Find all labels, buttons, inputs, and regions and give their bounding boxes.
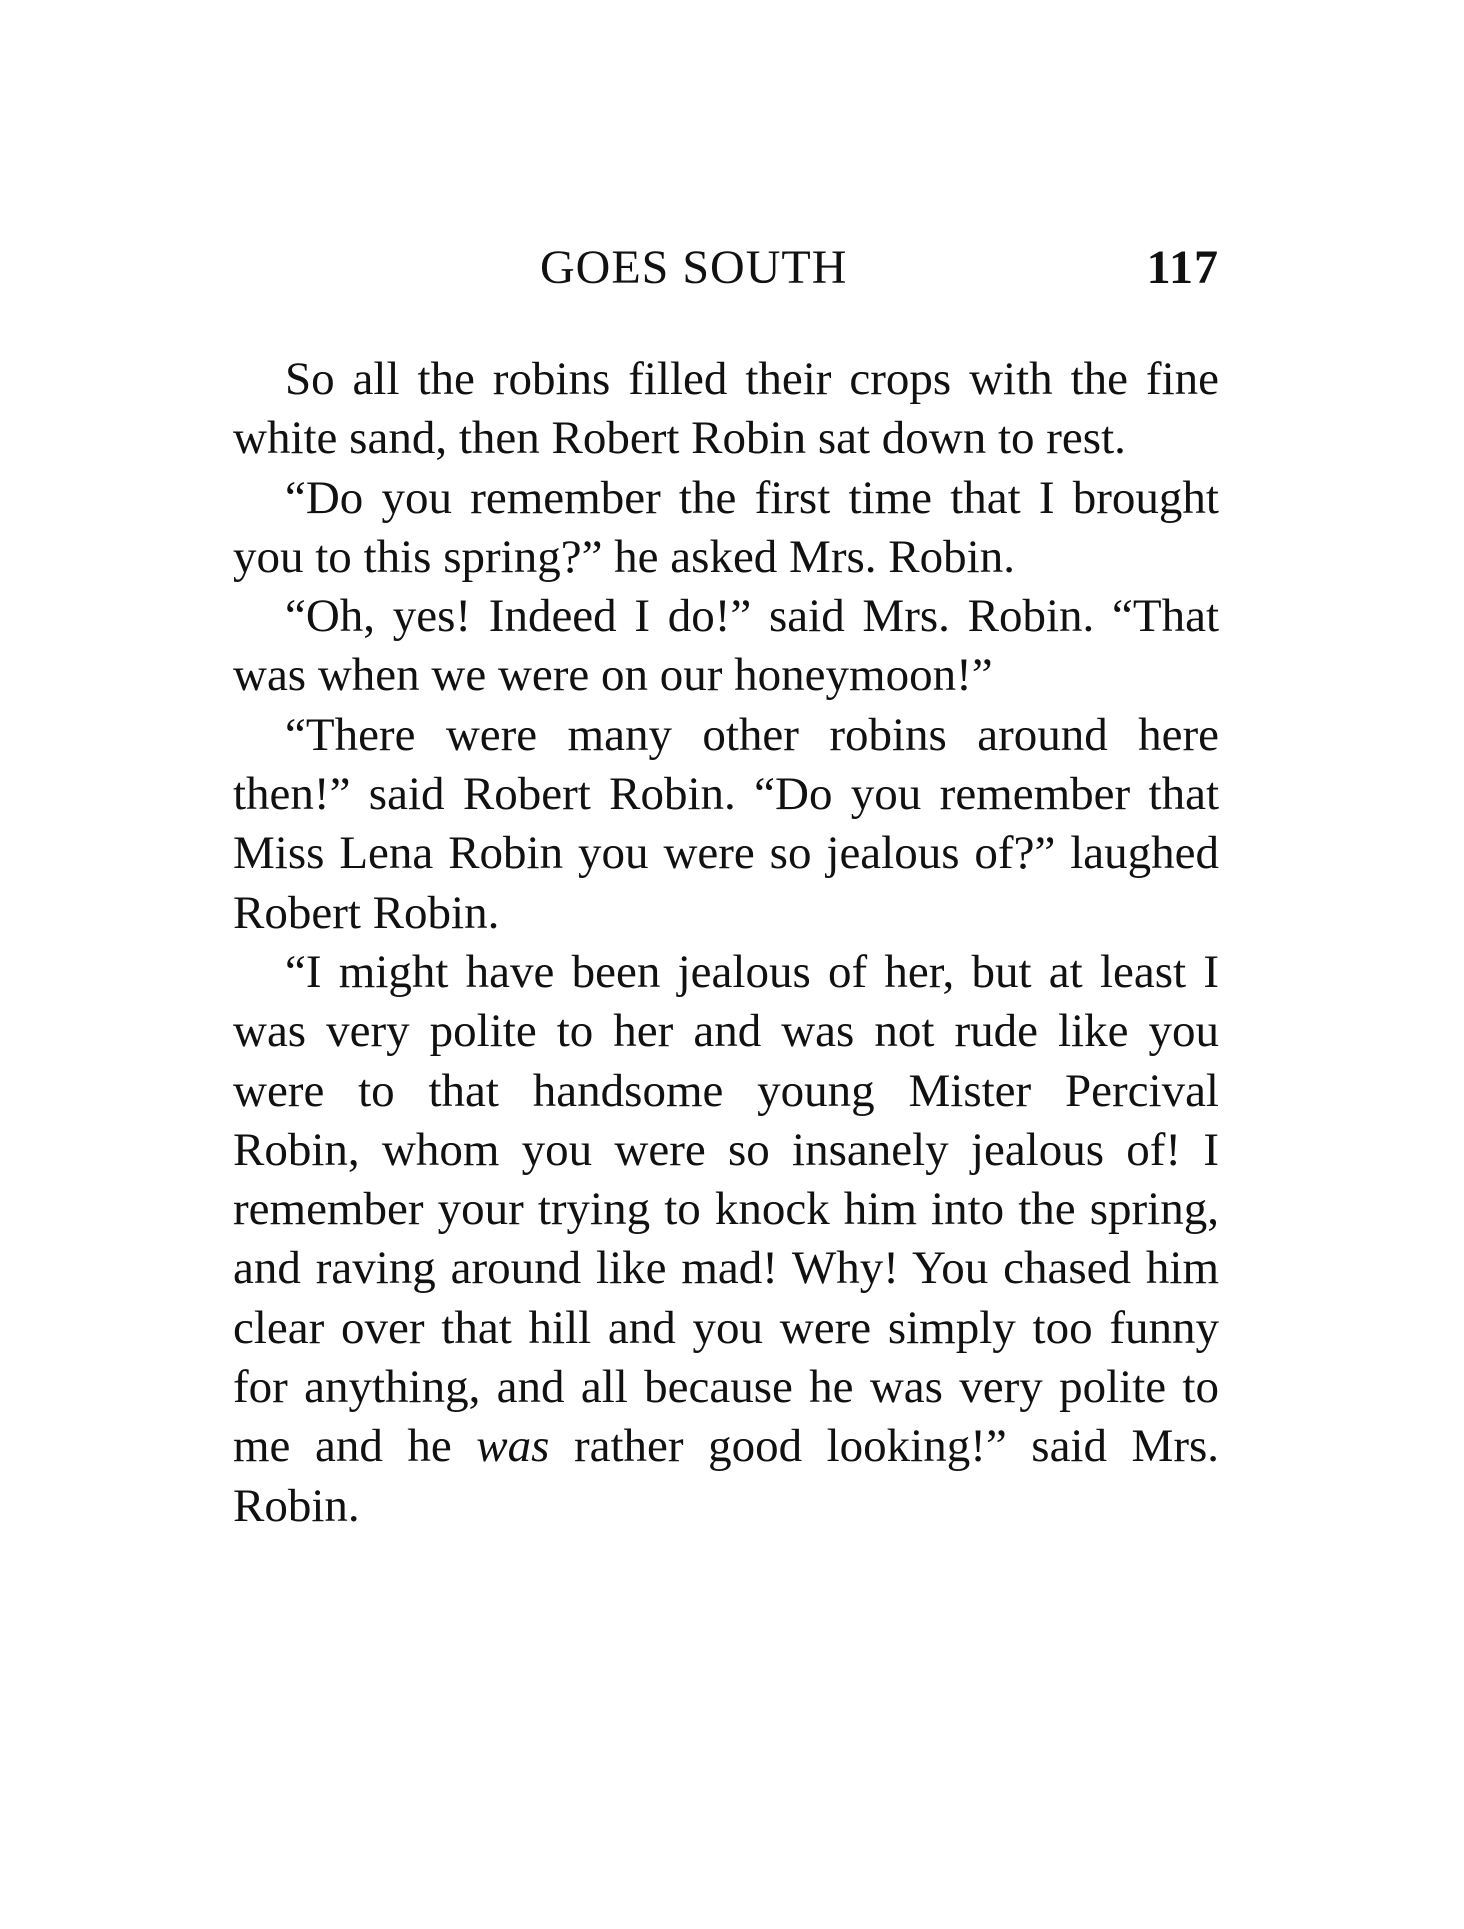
paragraph-text: rather good looking!” said Mrs. Robin.	[233, 1420, 1220, 1532]
paragraph	[233, 943, 1219, 1536]
paragraph: “There were many other robins around here then!” said Robert Robin. “Do you remember that Miss Lena Robin you were so jealous of?” laughed Robert Robin.	[233, 708, 1219, 939]
body-text	[233, 350, 1219, 1536]
page-number: 117	[1146, 241, 1219, 294]
running-title: GOES SOUTH	[540, 241, 848, 294]
running-head	[233, 240, 1219, 310]
paragraph-text: “I might have been jealous of her, but at least I was very polite to her and was not rude like you were to that handsome young Mister Percival Robin, whom you were so insanely jealous of! I remember your trying to knock him into the spring, and raving around like mad! Why! You chased him clear over that hill and you were simply too funny for anything, and all because he was very polite to me and he	[233, 945, 1219, 1473]
paragraph: “Oh, yes! Indeed I do!” said Mrs. Robin. “That was when we were on our honeymoon!”	[233, 590, 1219, 702]
paragraph: So all the robins filled their crops with the fine white sand, then Robert Robin sat down to rest.	[233, 353, 1219, 465]
paragraph: “Do you remember the first time that I brought you to this spring?” he asked Mrs. Robin.	[233, 471, 1219, 583]
emphasized-word: was	[476, 1420, 550, 1473]
